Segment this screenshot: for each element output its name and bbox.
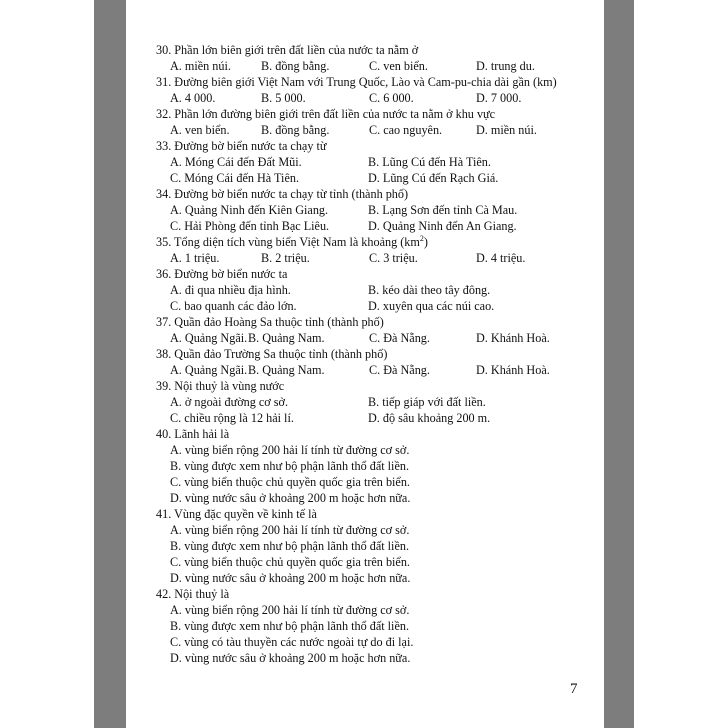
question-35-options xyxy=(156,250,596,266)
option-b: B. 5 000. xyxy=(261,91,306,105)
option-a: A. 4 000. xyxy=(170,91,216,105)
question-42-stem: 42. Nội thuỷ là xyxy=(156,587,230,601)
option-c: C. Đà Nẵng. xyxy=(369,363,430,377)
option-c: C. Hải Phòng đến tỉnh Bạc Liêu. xyxy=(170,219,330,233)
page-number: 7 xyxy=(570,681,578,697)
option-c: C. 3 triệu. xyxy=(369,251,418,265)
option-b: B. Quảng Nam. xyxy=(248,331,325,345)
left-gutter xyxy=(94,0,126,728)
question-32-options xyxy=(156,122,596,138)
option-a: A. Quảng Ninh đến Kiên Giang. xyxy=(170,203,329,217)
option-b: B. đồng bằng. xyxy=(261,123,330,137)
option-d: D. trung du. xyxy=(476,59,535,73)
question-38-options xyxy=(156,362,596,378)
option-d: D. vùng nước sâu ở khoảng 200 m hoặc hơn nữa. xyxy=(170,651,411,665)
question-37-stem: 37. Quần đảo Hoàng Sa thuộc tỉnh (thành phố) xyxy=(156,315,384,329)
question-31-stem: 31. Đường biên giới Việt Nam với Trung Quốc, Lào và Cam-pu-chia dài gần (km) xyxy=(156,75,557,89)
question-30-options xyxy=(156,58,596,74)
option-c: C. vùng biển thuộc chủ quyền quốc gia trên biển. xyxy=(170,555,410,569)
option-a: A. Quảng Ngãi. xyxy=(170,331,248,345)
option-d: D. xuyên qua các núi cao. xyxy=(368,299,495,313)
option-d: D. Khánh Hoà. xyxy=(476,331,550,345)
question-33-options-ab xyxy=(156,154,596,170)
question-35-text: 35. Tổng diện tích vùng biển Việt Nam là khoảng (km xyxy=(156,235,420,249)
option-c: C. chiều rộng là 12 hải lí. xyxy=(170,411,294,425)
question-39-stem: 39. Nội thuỷ là vùng nước xyxy=(156,379,285,393)
option-b: B. tiếp giáp với đất liền. xyxy=(368,395,486,409)
right-gutter xyxy=(604,0,634,728)
option-b: B. Lạng Sơn đến tỉnh Cà Mau. xyxy=(368,203,518,217)
option-a: A. vùng biển rộng 200 hải lí tính từ đường cơ sở. xyxy=(170,443,410,457)
option-d: D. độ sâu khoảng 200 m. xyxy=(368,411,491,425)
question-40-stem: 40. Lãnh hải là xyxy=(156,427,230,441)
question-33-stem: 33. Đường bờ biển nước ta chạy từ xyxy=(156,139,327,153)
option-c: C. Đà Nẵng. xyxy=(369,331,430,345)
option-d: D. vùng nước sâu ở khoảng 200 m hoặc hơn nữa. xyxy=(170,491,411,505)
question-34-stem: 34. Đường bờ biển nước ta chạy từ tỉnh (thành phố) xyxy=(156,187,409,201)
option-b: B. vùng được xem như bộ phận lãnh thổ đất liền. xyxy=(170,539,409,553)
option-a: A. ở ngoài đường cơ sở. xyxy=(170,395,289,409)
question-39-options-ab xyxy=(156,394,596,410)
option-b: B. kéo dài theo tây đông. xyxy=(368,283,491,297)
option-c: C. Móng Cái đến Hà Tiên. xyxy=(170,171,299,185)
question-30-stem: 30. Phần lớn biên giới trên đất liền của nước ta nằm ở xyxy=(156,43,419,57)
option-b: B. Quảng Nam. xyxy=(248,363,325,377)
question-36-options-ab xyxy=(156,282,596,298)
option-b: B. đồng bằng. xyxy=(261,59,330,73)
option-c: C. cao nguyên. xyxy=(369,123,443,137)
option-a: A. ven biển. xyxy=(170,123,230,137)
question-31-options xyxy=(156,90,596,106)
question-32-stem: 32. Phần lớn đường biên giới trên đất liền của nước ta nằm ở khu vực xyxy=(156,107,496,121)
question-38-stem: 38. Quần đảo Trường Sa thuộc tỉnh (thành phố) xyxy=(156,347,388,361)
question-36-options-cd xyxy=(156,298,596,314)
option-c: C. bao quanh các đảo lớn. xyxy=(170,299,297,313)
option-a: A. vùng biển rộng 200 hải lí tính từ đường cơ sở. xyxy=(170,603,410,617)
option-a: A. đi qua nhiều địa hình. xyxy=(170,283,291,297)
superscript: 2 xyxy=(419,233,424,243)
question-36-stem: 36. Đường bờ biển nước ta xyxy=(156,267,288,281)
question-41-stem: 41. Vùng đặc quyền về kinh tế là xyxy=(156,507,317,521)
option-d: D. 7 000. xyxy=(476,91,522,105)
option-c: C. 6 000. xyxy=(369,91,414,105)
option-a: A. Móng Cái đến Đất Mũi. xyxy=(170,155,302,169)
option-a: A. 1 triệu. xyxy=(170,251,220,265)
question-35-text-end: ) xyxy=(423,235,428,249)
option-d: D. vùng nước sâu ở khoảng 200 m hoặc hơn nữa. xyxy=(170,571,411,585)
option-b: B. Lũng Cú đến Hà Tiên. xyxy=(368,155,491,169)
option-a: A. miền núi. xyxy=(170,59,231,73)
question-list xyxy=(156,42,596,666)
document-page xyxy=(126,0,604,728)
question-34-options-ab xyxy=(156,202,596,218)
option-b: B. 2 triệu. xyxy=(261,251,310,265)
option-c: C. vùng biển thuộc chủ quyền quốc gia trên biển. xyxy=(170,475,410,489)
question-33-options-cd xyxy=(156,170,596,186)
option-d: D. Lũng Cú đến Rạch Giá. xyxy=(368,171,499,185)
option-c: C. vùng có tàu thuyền các nước ngoài tự do đi lại. xyxy=(170,635,414,649)
question-35-stem xyxy=(156,234,596,250)
option-b: B. vùng được xem như bộ phận lãnh thổ đất liền. xyxy=(170,459,409,473)
option-a: A. vùng biển rộng 200 hải lí tính từ đường cơ sở. xyxy=(170,523,410,537)
question-34-options-cd xyxy=(156,218,596,234)
option-d: D. Khánh Hoà. xyxy=(476,363,550,377)
option-b: B. vùng được xem như bộ phận lãnh thổ đất liền. xyxy=(170,619,409,633)
question-39-options-cd xyxy=(156,410,596,426)
option-c: C. ven biển. xyxy=(369,59,428,73)
option-d: D. miền núi. xyxy=(476,123,537,137)
question-37-options xyxy=(156,330,596,346)
option-d: D. Quảng Ninh đến An Giang. xyxy=(368,219,517,233)
option-d: D. 4 triệu. xyxy=(476,251,526,265)
option-a: A. Quảng Ngãi. xyxy=(170,363,248,377)
